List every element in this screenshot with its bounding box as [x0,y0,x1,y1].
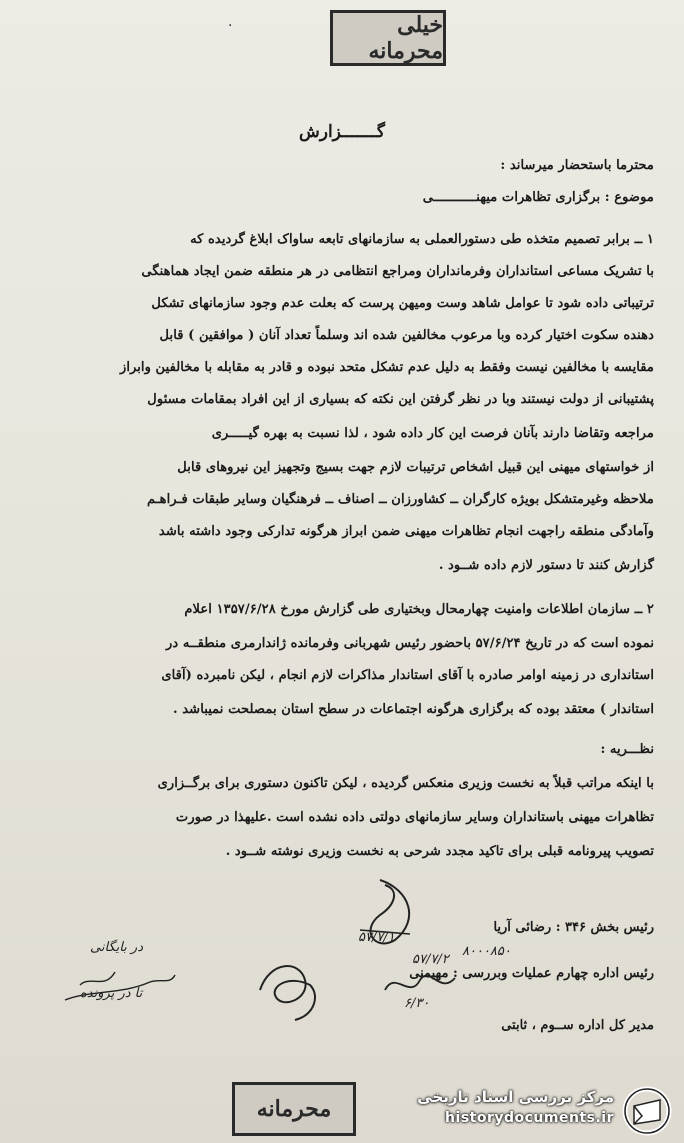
classification-stamp-bottom: محرمانه [232,1082,356,1136]
handwritten-number: ۸۰۰۰۸۵۰ [462,944,511,959]
body-line: مقایسه با مخالفین نیست وفقط به دلیل عدم تشکل متحد نبوده و قادر به مقابله با مخالفین وابراز [119,360,654,375]
body-line: استانداری در زمینه اوامر صادره با آقای استاندار مذاکرات لازم انجام ، لیکن نامبرده (آقای [161,668,654,683]
classification-stamp-top: خیلی محرمانه [330,10,446,66]
watermark-title: مرکز بررسی اسناد تاریخی [417,1088,614,1106]
watermark-url: historydocuments.ir [445,1110,614,1126]
body-line: ترتیباتی داده شود تا عوامل شاهد وست وميهن پرست که بعلت عدم وجود سازمانهای تشکل [151,296,654,311]
opinion-line: تصویب پیرونامه قبلی برای تاکید مجدد شرحی به نخست وزیری نوشته شــود . [225,844,654,859]
body-line: ۲ ــ سازمان اطلاعات وامنیت چهارمحال وبختیاری طی گزارش مورخ ۱۳۵۷/۶/۲۸ اعلام [184,602,654,617]
body-line: پشتیبانی از دولت نیستند وبا در نظر گرفتن این نکته که بسیاری از این افراد بمقامات مسئول [147,392,654,407]
signature-general-director: مدیر کل اداره ســوم ، ثابتی [501,1018,654,1033]
signature-head-department: رئیس اداره چهارم عملیات وبررسی : مهیمنی [409,966,654,981]
signature-scribble-2 [250,950,330,1030]
document-title: گـــــــزارش [298,122,386,142]
opinion-line: با اینکه مراتب قبلاً به نخست وزیری منعکس گردیده ، لیکن تاکنون دستوری برای برگــزاری [157,776,654,791]
watermark-logo-icon [620,1086,674,1136]
handwritten-flourish [60,960,180,1010]
opinion-heading: نظـــریه : [600,742,654,757]
handwritten-note: تا در پرونده [80,986,143,1001]
body-line: وآمادگی منطقه راجهت انجام تظاهرات میهنی ضمن ابراز هرگونه تدارکی وجود داشته باشد [158,524,654,539]
handwritten-note: در بایگانی [90,940,143,955]
signature-head-section: رئیس بخش ۳۴۶ : رضائی آریا [493,920,654,935]
body-line: دهنده سکوت اختیار کرده وبا مرعوب مخالفین شده اند وسلماً تعداد آنان ( موافقین ) قابل [159,328,654,343]
opinion-line: تظاهرات میهنی باستانداران وسایر سازمانهای دولتی داده نشده است .علیهذا در صورت [175,810,654,825]
watermark [384,1086,674,1136]
salutation: محترما باستحضار میرساند : [500,158,654,173]
body-line: با تشریک مساعی استانداران وفرمانداران ومراجع انتظامی در هر منطقه ضمن ایجاد هماهنگی [141,264,654,279]
handwritten-date: ۵۷/۷/۲ [412,952,449,967]
body-line: مراجعه وتقاضا دارند بآنان فرصت این کار داده شود ، لذا نسبت به بهره گیـــــری [211,426,654,441]
handwritten-date: ۵۷/۷/۱ [358,930,395,945]
signature-scribble-1 [340,870,430,960]
body-line: از خواستهای میهنی این قبیل اشخاص ترتیبات لازم جهت بسیج وتجهیز این نیروهای قابل [177,460,654,475]
punch-mark: · [228,18,233,34]
body-line: نموده است که در تاریخ ۵۷/۶/۲۴ باحضور رئیس شهربانی وفرمانده ژاندارمری منطقــه در [165,636,654,651]
body-line: ملاحظه وغیرمتشکل بویژه کارگران ــ کشاورزان ــ اصناف ــ فرهنگیان وسایر طبقات فـراهـم [147,492,654,507]
body-line: استاندار ) معتقد بوده که برگزاری هرگونه اجتماعات در سطح استان بمصلحت نمیباشد . [173,702,654,717]
signature-scribble-3 [380,960,460,1010]
subject-line: موضوع : برگزاری تظاهرات میهنـــــــــــی [422,190,654,205]
handwritten-date: ۶/۳۰ [404,996,430,1011]
body-line: گزارش کنند تا دستور لازم داده شــود . [438,558,654,573]
body-line: ۱ ــ برابر تصمیم متخذه طی دستورالعملی به سازمانهای تابعه ساواک ابلاغ گردیده که [190,232,654,247]
